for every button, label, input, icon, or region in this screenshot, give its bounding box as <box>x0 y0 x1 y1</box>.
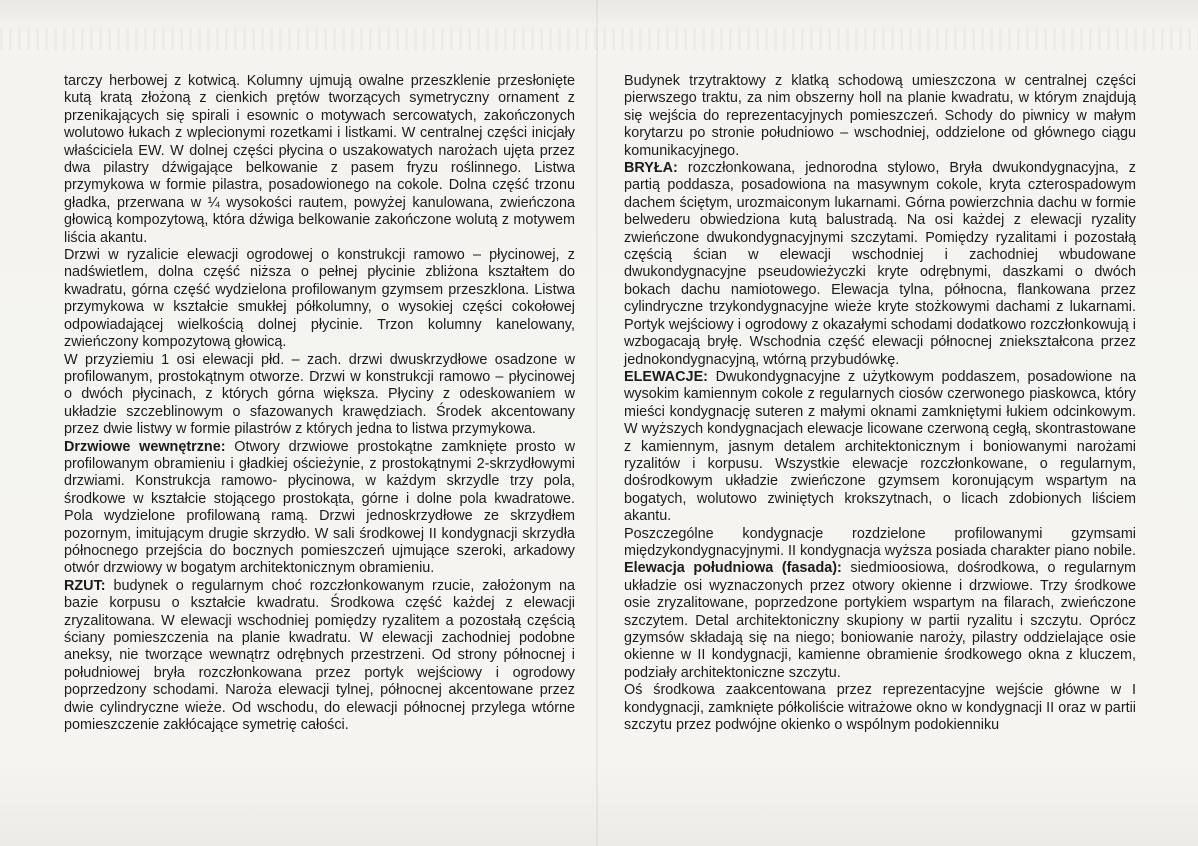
left-column <box>64 73 575 734</box>
right-paragraph-4: Poszczególne kondygnacje rozdzielone profilowanymi gzymsami międzykondygnacyjnymi. II kondygnacja wyższa posiada charakter piano nobile. <box>624 525 1136 559</box>
section-body-elevations: Dwukondygnacyjne z użytkowym poddaszem, posadowione na wysokim kamiennym cokole z regularnych ciosów czerwonego piaskowca, który mieści kondygnację suteren z małymi oknami zamkniętymi łukiem odcinkowym. W wyższych kondygnacjach elewacje licowane czerwoną cegłą, skontrastowane z kamiennym, jasnym detalem architektonicznym i boniowanymi narożami ryzalitów i korpusu. Wszystkie elewacje rozczłonkowane, o regularnym, dośrodkowym układzie zwieńczone gzymsem koronującym wspartym na bogatych, wolutowo zwiniętych krokszytnach, o licach zdobionych liściem akantu. <box>624 368 1136 525</box>
left-paragraph-1: tarczy herbowej z kotwicą. Kolumny ujmują owalne przeszklenie przesłonięte kutą kratą złożoną z cienkich prętów tworzących symetryczny ornament z przenikających się spirali i esownic o motywach sercowatych, zakończonych wolutowo łukach z wplecionymi rozetkami i listkami. W centralnej części inicjały właściciela EW. W dolnej części płycina o uszakowatych narożach ujęta przez dwa pilastry dźwigające belkowanie z pasem fryzu roślinnego. Listwa przymykowa w formie pilastra, posadowionego na cokole. Dolna część trzonu gładka, przerwana w ¼ wysokości rautem, powyżej kanulowana, zwieńczona głowicą kompozytową, która dźwiga belkowanie zakończone wolutą z motywem liścia akantu. <box>64 73 575 246</box>
left-paragraph-3: W przyziemiu 1 osi elewacji płd. – zach. drzwi dwuskrzydłowe osadzone w profilowanym, prostokątnym otworze. Drzwi w konstrukcji ramowo – płycinowej o dwóch płycinach, z których górna większa. Płyciny z odeskowaniem w układzie szczeblinowym o sfazowanych krawędziach. Środek akcentowany przez dwie listwy w formie pilastrów z których jedna to listwa przymykowa. <box>64 351 575 438</box>
section-heading-plan: RZUT: <box>64 577 106 594</box>
right-column <box>624 73 1136 734</box>
right-paragraph-3 <box>624 369 1136 526</box>
left-paragraph-4 <box>64 439 575 578</box>
right-paragraph-5 <box>624 560 1136 682</box>
right-paragraph-2 <box>624 160 1136 369</box>
section-heading-south-elevation: Elewacja południowa (fasada): <box>624 560 842 577</box>
left-paragraph-2: Drzwi w ryzalicie elewacji ogrodowej o konstrukcji ramowo – płycinowej, z nadświetlem, dolna część niższa o pełnej płycinie zbliżona kształtem do kwadratu, górna część wydzielona profilowanym gzymsem przeszklona. Listwa przymykowa w kształcie smukłej półkolumny, o wysokiej części cokołowej odpowiadającej wielkością dolnej płycinie. Trzon kolumny kanelowany, zwieńczony kompozytową głowicą. <box>64 247 575 351</box>
section-heading-doors: Drzwiowe wewnętrzne: <box>64 438 226 455</box>
page-fold <box>596 0 598 846</box>
section-body-mass: rozczłonkowana, jednorodna stylowo, Bryła dwukondygnacyjna, z partią poddasza, posadowiona na masywnym cokole, kryta czterospadowym dachem ściętym, urozmaiconym lukarnami. Górna powierzchnia dachu w formie belwederu obwiedziona kutą balustradą. Na osi każdej z elewacji ryzality zwieńczone dwukondygnacyjnymi szczytami. Pomiędzy ryzalitami i pozostałą częścią ścian w elewacji wschodniej i zachodniej wbudowane dwukondygnacyjne pseudowieżyczki kryte odrębnymi, daszkami o dwóch bokach dachu namiotowego. Elewacja tylna, północna, flankowana przez cylindryczne trzykondygnacyjne wieże kryte stożkowymi dachami z lukarnami. Portyk wejściowy i ogrodowy z okazałymi schodami dodatkowo rozczłonkowują i wzbogacają bryłę. Wschodnia część elewacji północnej zniekształcona przez jednokondygnacyjną, wtórną przybudówkę. <box>624 160 1136 368</box>
right-paragraph-6: Oś środkowa zaakcentowana przez reprezentacyjne wejście główne w I kondygnacji, zamknięte półkoliście witrażowe okno w kondygnacji II oraz w partii szczytu przez podwójne okienko o wspólnym podokienniku <box>624 682 1136 734</box>
left-paragraph-5 <box>64 578 575 735</box>
section-heading-mass: BRYŁA: <box>624 160 678 177</box>
section-body-plan: budynek o regularnym choć rozczłonkowanym rzucie, założonym na bazie korpusu o kształcie kwadratu. Środkowa część każdej z elewacji zryzalitowana. W elewacji wschodniej pomiędzy ryzalitem a pozostałą częścią ściany pomieszczenia na planie kwadratu. W elewacji zachodniej podobne aneksy, nie tworzące wewnątrz odrębnych przestrzeni. Od strony północnej i południowej bryła rozczłonkowana przez portyk wejściowy i ogrodowy poprzedzony schodami. Naroża elewacji tylnej, północnej akcentowane przez dwie cylindryczne wieże. Od wschodu, do elewacji północnej przylega wtórne pomieszczenie zakłócające symetrię całości. <box>64 577 575 734</box>
right-paragraph-1: Budynek trzytraktowy z klatką schodową umieszczona w centralnej części pierwszego traktu, za nim obszerny holl na planie kwadratu, w którym znajdują się wejścia do reprezentacyjnych pomieszczeń. Schody do piwnicy w małym korytarzu po stronie południowo – wschodniej, oddzielone od głównego ciągu komunikacyjnego. <box>624 73 1136 159</box>
section-body-south-elevation: siedmioosiowa, dośrodkowa, o regularnym układzie osi wyznaczonych przez otwory okienne i drzwiowe. Trzy środkowe osie zryzalitowane, poprzedzone portykiem wspartym na filarach, zwieńczone szczytem. Detal architektoniczny skupiony w partii ryzalitu i szczytu. Oprócz gzymsów składają się na niego; boniowanie naroży, pilastry oddzielające osie okienne w II kondygnacji, kamienne obramienie środkowego okna z kluczem, podziały architektoniczne szczytu. <box>624 560 1136 681</box>
section-heading-elevations: ELEWACJE: <box>624 368 708 385</box>
bleed-through-strip <box>0 28 1198 50</box>
section-body-doors: Otwory drzwiowe prostokątne zamknięte prosto w profilowanym obramieniu i gładkiej ościeżynie, z prostokątnymi 2-skrzydłowymi drzwiami. Konstrukcja ramowo- płycinowa, w każdym skrzydle trzy pola, środkowe w kształcie stojącego prostokąta, górne i dolne pola kwadratowe. Pola wydzielone profilowaną ramą. Drzwi jednoskrzydłowe ze skrzydłem pozornym, imitującym drugie skrzydło. W sali środkowej II kondygnacji skrzydła północnego przejścia do bocznych pomieszczeń ujmujące szeroki, arkadowy otwór drzwiowy w bogatym architektonicznym obramieniu. <box>64 438 575 577</box>
